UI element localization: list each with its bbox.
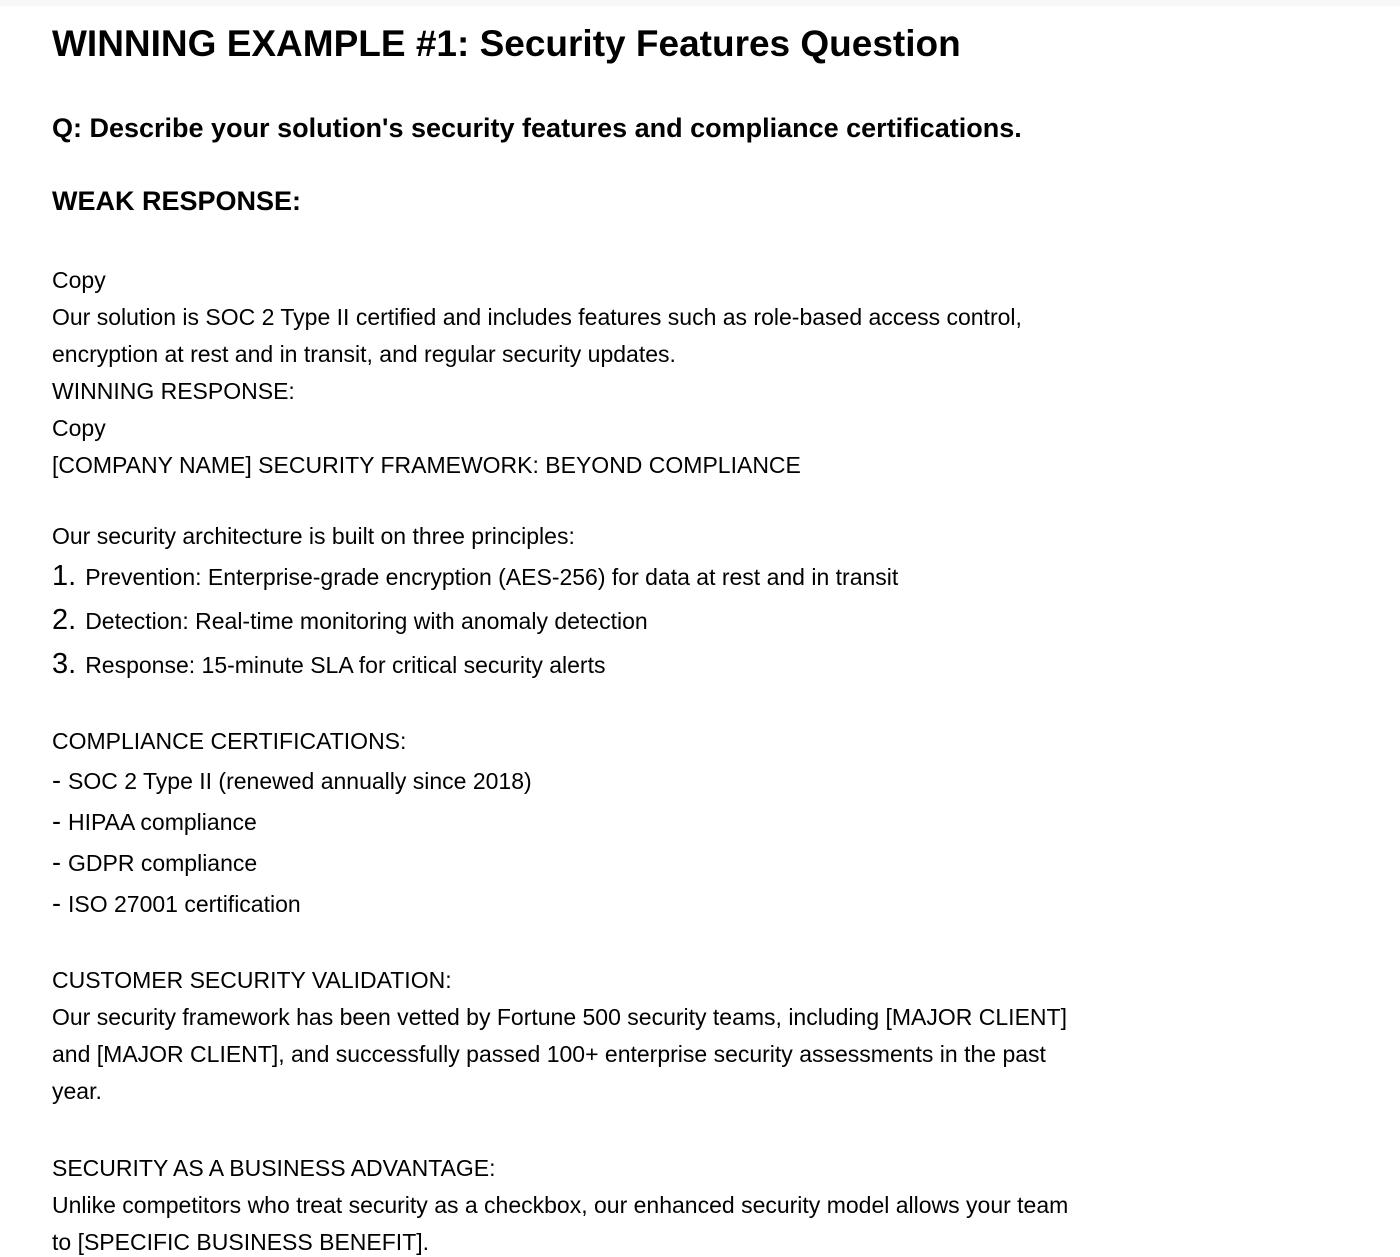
compliance-heading: COMPLIANCE CERTIFICATIONS:: [52, 728, 407, 754]
bullet-item: [52, 842, 1340, 883]
compliance-section: [52, 723, 1340, 924]
principles-intro: Our security architecture is built on three principles:: [52, 523, 575, 549]
list-marker: 2.: [52, 604, 77, 636]
list-item: [52, 599, 1340, 643]
bullet-marker: -: [52, 888, 61, 918]
winning-response-heading: WINNING RESPONSE:: [52, 378, 295, 404]
weak-response-heading: WEAK RESPONSE:: [52, 186, 302, 216]
list-item: [52, 643, 1340, 687]
validation-line: Our security framework has been vetted by Fortune 500 security teams, including [MAJOR CLIENT]: [52, 1004, 1067, 1030]
validation-section: [52, 962, 1340, 1110]
list-item-text: Detection: Real-time monitoring with anomaly detection: [85, 608, 648, 634]
advantage-heading: SECURITY AS A BUSINESS ADVANTAGE:: [52, 1155, 496, 1181]
weak-response-line: Our solution is SOC 2 Type II certified and includes features such as role-based access control,: [52, 304, 1022, 330]
page-title: WINNING EXAMPLE #1: Security Features Question: [52, 23, 961, 64]
bullet-item: [52, 801, 1340, 842]
advantage-line: to [SPECIFIC BUSINESS BENEFIT].: [52, 1229, 430, 1255]
validation-line: year.: [52, 1078, 102, 1104]
weak-response-line: encryption at rest and in transit, and regular security updates.: [52, 341, 676, 367]
bullet-marker: -: [52, 806, 61, 836]
list-item: [52, 555, 1340, 599]
validation-line: and [MAJOR CLIENT], and successfully passed 100+ enterprise security assessments in the past: [52, 1041, 1046, 1067]
advantage-section: [52, 1150, 1340, 1257]
bullet-item: [52, 760, 1340, 801]
bullet-item-text: ISO 27001 certification: [68, 891, 301, 917]
question-heading: Q: Describe your solution's security features and compliance certifications.: [52, 113, 1022, 143]
bullet-item-text: GDPR compliance: [68, 850, 258, 876]
advantage-line: Unlike competitors who treat security as a checkbox, our enhanced security model allows your team: [52, 1192, 1069, 1218]
bullet-marker: -: [52, 765, 61, 795]
list-marker: 1.: [52, 560, 77, 592]
list-item-text: Prevention: Enterprise-grade encryption (AES-256) for data at rest and in transit: [85, 564, 899, 590]
bullet-marker: -: [52, 847, 61, 877]
bullet-item-text: HIPAA compliance: [68, 809, 257, 835]
bullet-item: [52, 883, 1340, 924]
validation-heading: CUSTOMER SECURITY VALIDATION:: [52, 967, 452, 993]
list-item-text: Response: 15-minute SLA for critical security alerts: [85, 652, 606, 678]
bullet-item-text: SOC 2 Type II (renewed annually since 2018): [68, 768, 532, 794]
copy-button-label: Copy: [52, 267, 106, 293]
winning-response-title: [COMPANY NAME] SECURITY FRAMEWORK: BEYOND COMPLIANCE: [52, 452, 801, 478]
copy-button-label: Copy: [52, 415, 106, 441]
list-marker: 3.: [52, 648, 77, 680]
weak-response-block: [52, 262, 1340, 484]
document-page: [0, 6, 1400, 1257]
principles-list: [52, 555, 1340, 687]
